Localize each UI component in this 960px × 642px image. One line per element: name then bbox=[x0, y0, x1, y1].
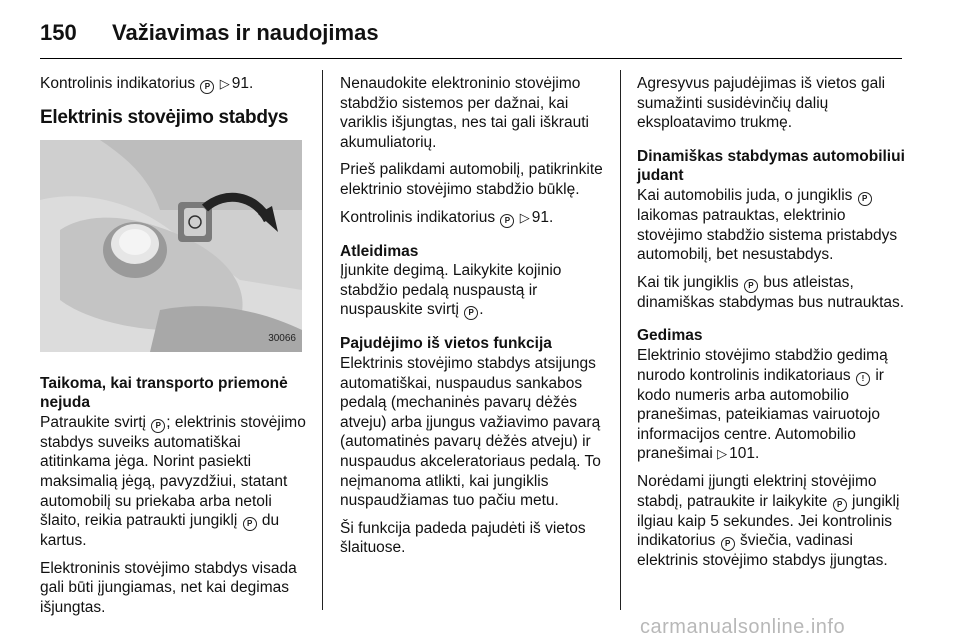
driveaway-paragraph-2: Ši funkcija padeda pajudėti iš vietos šlaituose. bbox=[340, 519, 586, 557]
page-number: 150 bbox=[40, 20, 77, 45]
parking-brake-icon bbox=[744, 279, 758, 293]
indicator-paragraph: Kontrolinis indikatorius P ▷ 91. bbox=[340, 208, 610, 228]
parking-brake-icon bbox=[243, 517, 257, 531]
figure-id: 30066 bbox=[268, 333, 296, 344]
column-divider bbox=[620, 70, 621, 610]
column-2 bbox=[340, 74, 610, 566]
page-reference-link[interactable]: 91. bbox=[531, 208, 554, 226]
column-1 bbox=[40, 74, 310, 626]
paragraph: Agresyvus pajudėjimas iš vietos gali sumažinti susidėvinčių dalių eksploatavimo trukmę. bbox=[637, 75, 886, 132]
parking-brake-icon bbox=[721, 537, 735, 551]
parking-brake-icon bbox=[833, 498, 847, 512]
dynamic-braking-heading: Dinamiškas stabdymas automobiliui judant bbox=[637, 147, 905, 185]
parking-brake-icon bbox=[151, 419, 165, 433]
watermark: carmanualsonline.info bbox=[640, 616, 846, 638]
section-heading: Elektrinis stovėjimo stabdys bbox=[40, 107, 289, 128]
apply-paragraph-2: Elektroninis stovėjimo stabdys visada gali būti įjungiamas, net kai degimas išjungtas. bbox=[40, 559, 297, 616]
brake-warning-icon bbox=[856, 372, 870, 386]
release-paragraph: Įjunkite degimą. Laikykite kojinio stabdžio pedalą nuspaustą ir nuspauskite svirtį P . bbox=[340, 261, 610, 320]
apply-paragraph: Patraukite svirtį P ; elektrinis stovėjimo stabdys suveiks automatiškai atitinkama jėga. Norint pasiekti maksimalią jėgą, pavyzdžiui, statant automobilį su priekaba arba netoli šlaito, reikia patraukti jungiklį P du kartus. bbox=[40, 413, 310, 551]
fault-heading: Gedimas bbox=[637, 327, 703, 345]
chapter-title: Važiavimas ir naudojimas bbox=[112, 20, 379, 45]
parking-brake-switch-image bbox=[40, 140, 302, 352]
parking-brake-icon bbox=[500, 214, 514, 228]
dynamic-paragraph-2: Kai tik jungiklis P bus atleistas, dinamiškas stabdymas bus nutrauktas. bbox=[637, 273, 907, 313]
release-heading: Atleidimas bbox=[340, 242, 419, 260]
reference-arrow-icon[interactable]: ▷ bbox=[219, 76, 230, 91]
header-rule bbox=[40, 58, 902, 59]
dynamic-paragraph: Kai automobilis juda, o jungiklis P laikomas patrauktas, elektrinio stovėjimo stabdžio sistema pristabdys automobilį, bet nesustabdys. bbox=[637, 186, 907, 265]
fault-paragraph-2: Norėdami įjungti elektrinį stovėjimo stabdį, patraukite ir laikykite P jungiklį ilgiau kaip 5 sekundes. Jei kontrolinis indikatorius P šviečia, vadinasi elektrinis stovėjimo stabdys įjungtas. bbox=[637, 472, 907, 571]
page-header bbox=[40, 18, 900, 48]
apply-heading: Taikoma, kai transporto priemonė nejuda bbox=[40, 374, 288, 412]
driveaway-paragraph: Elektrinis stovėjimo stabdys atsijungs automatiškai, nuspaudus sankabos pedalą (mechaninės pavarų dėžės atveju) arba įjungus važiavimo pavarą (automatinės pavarų dėžės atveju) ir nuspaudus akceleratoriaus pedalą. To neįmanoma atlikti, kai jungiklis nuspaudžiamas tuo pačiu metu. bbox=[340, 354, 601, 510]
parking-brake-icon bbox=[858, 192, 872, 206]
page-reference-link[interactable]: 91. bbox=[231, 75, 254, 92]
reference-arrow-icon[interactable]: ▷ bbox=[717, 446, 728, 462]
fault-paragraph: Elektrinio stovėjimo stabdžio gedimą nurodo kontrolinis indikatoriaus ! ir kodo numeris arba automobilio pranešimas, pateikiamas vairuotojo informacijos centre. Automobilio pranešimai ▷ 101. bbox=[637, 346, 907, 464]
column-3 bbox=[637, 74, 907, 579]
paragraph: Nenaudokite elektroninio stovėjimo stabdžio sistemos per dažnai, kai variklis išjungtas, nes tai gali iškrauti akumuliatorių. bbox=[340, 75, 589, 151]
reference-arrow-icon[interactable]: ▷ bbox=[519, 209, 530, 225]
driveaway-heading: Pajudėjimo iš vietos funkcija bbox=[340, 335, 552, 353]
page-reference-link[interactable]: 101. bbox=[729, 445, 760, 463]
paragraph: Prieš palikdami automobilį, patikrinkite elektrinio stovėjimo stabdžio būklę. bbox=[340, 161, 603, 198]
parking-brake-icon bbox=[200, 80, 214, 94]
intro-paragraph: Kontrolinis indikatorius P ▷ 91. bbox=[40, 74, 310, 94]
column-divider bbox=[322, 70, 323, 610]
parking-brake-icon bbox=[464, 306, 478, 320]
